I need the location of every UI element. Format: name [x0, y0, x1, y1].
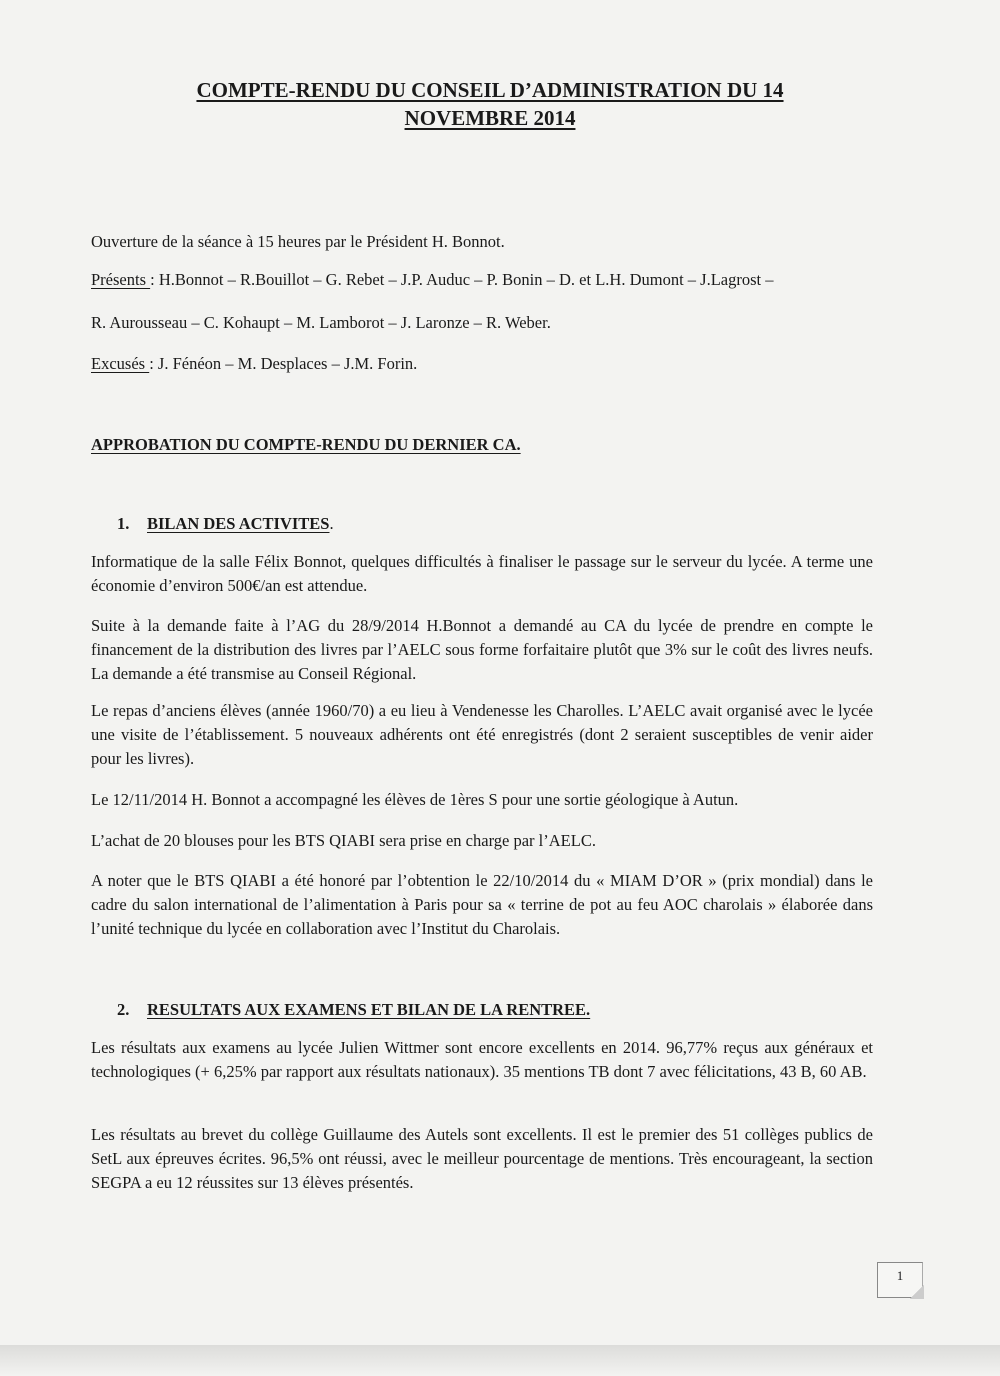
section-1-trail: .: [329, 514, 334, 533]
scan-bottom-edge: [0, 1345, 1000, 1376]
section-1-paragraph-1: Informatique de la salle Félix Bonnot, quelques difficultés à finaliser le passage sur le serveur du lycée. A terme une économie d’environ 500€/an est attendue.: [91, 552, 873, 595]
section-1-paragraph-5: L’achat de 20 blouses pour les BTS QIABI sera prise en charge par l’AELC.: [91, 831, 596, 850]
document-title: [100, 76, 880, 132]
presents-label: Présents: [91, 270, 151, 289]
section-1-paragraph-3: Le repas d’anciens élèves (année 1960/70) a eu lieu à Vendenesse les Charolles. L’AELC avait organisé avec le lycée une visite de l’établissement. 5 nouveaux adhérents ont été enregistrés (dont 2 seraient susceptibles de venir aider pour les livres).: [91, 701, 873, 768]
excuses-line: [91, 352, 417, 376]
section-2-heading: [117, 998, 590, 1022]
title-line-2: NOVEMBRE 2014: [404, 106, 576, 130]
section-1-title: BILAN DES ACTIVITES: [147, 514, 330, 533]
presents-line-2: R. Aurousseau – C. Kohaupt – M. Lamborot – J. Laronze – R. Weber.: [91, 313, 551, 332]
presents-names-1: : H.Bonnot – R.Bouillot – G. Rebet – J.P. Auduc – P. Bonin – D. et L.H. Dumont – J.Lagrost –: [150, 270, 774, 289]
section-1-paragraph-4: Le 12/11/2014 H. Bonnot a accompagné les élèves de 1ères S pour une sortie géologique à Autun.: [91, 790, 739, 809]
section-1-heading: [117, 512, 334, 536]
title-line-1: COMPTE-RENDU DU CONSEIL D’ADMINISTRATION DU 14: [196, 78, 784, 102]
section-2-title: RESULTATS AUX EXAMENS ET BILAN DE LA RENTREE.: [147, 1000, 591, 1019]
presents-line-1: [91, 268, 773, 292]
page-curl-decoration: [910, 1285, 924, 1299]
excuses-names: : J. Fénéon – M. Desplaces – J.M. Forin.: [149, 354, 418, 373]
opening-line: Ouverture de la séance à 15 heures par le Président H. Bonnot.: [91, 232, 505, 251]
section-1-paragraph-6: A noter que le BTS QIABI a été honoré par l’obtention le 22/10/2014 du « MIAM D’OR » (prix mondial) dans le cadre du salon international de l’alimentation à Paris pour sa « terrine de pot au feu AOC charolais » élaborée dans l’unité technique du lycée en collaboration avec l’Institut du Charolais.: [91, 871, 873, 938]
section-1-paragraph-2: Suite à la demande faite à l’AG du 28/9/2014 H.Bonnot a demandé au CA du lycée de prendre en compte le financement de la distribution des livres par l’AELC sous forme forfaitaire plutôt que 3% sur le coût des livres neufs. La demande a été transmise au Conseil Régional.: [91, 616, 873, 683]
excuses-label: Excusés: [91, 354, 150, 373]
section-2-number: 2.: [117, 1000, 130, 1019]
section-2-paragraph-1: Les résultats aux examens au lycée Julien Wittmer sont encore excellents en 2014. 96,77% reçus aux généraux et technologiques (+ 6,25% par rapport aux résultats nationaux). 35 mentions TB dont 7 avec félicitations, 43 B, 60 AB.: [91, 1038, 873, 1081]
approval-heading: APPROBATION DU COMPTE-RENDU DU DERNIER CA.: [91, 435, 521, 454]
section-1-number: 1.: [117, 514, 130, 533]
page-number-box: [877, 1262, 923, 1298]
page-number: 1: [896, 1268, 904, 1283]
section-2-paragraph-2: Les résultats au brevet du collège Guillaume des Autels sont excellents. Il est le premier des 51 collèges publics de SetL aux épreuves écrites. 96,5% ont réussi, avec le meilleur pourcentage de mentions. Très encourageant, la section SEGPA a eu 12 réussites sur 13 élèves présentés.: [91, 1125, 873, 1192]
